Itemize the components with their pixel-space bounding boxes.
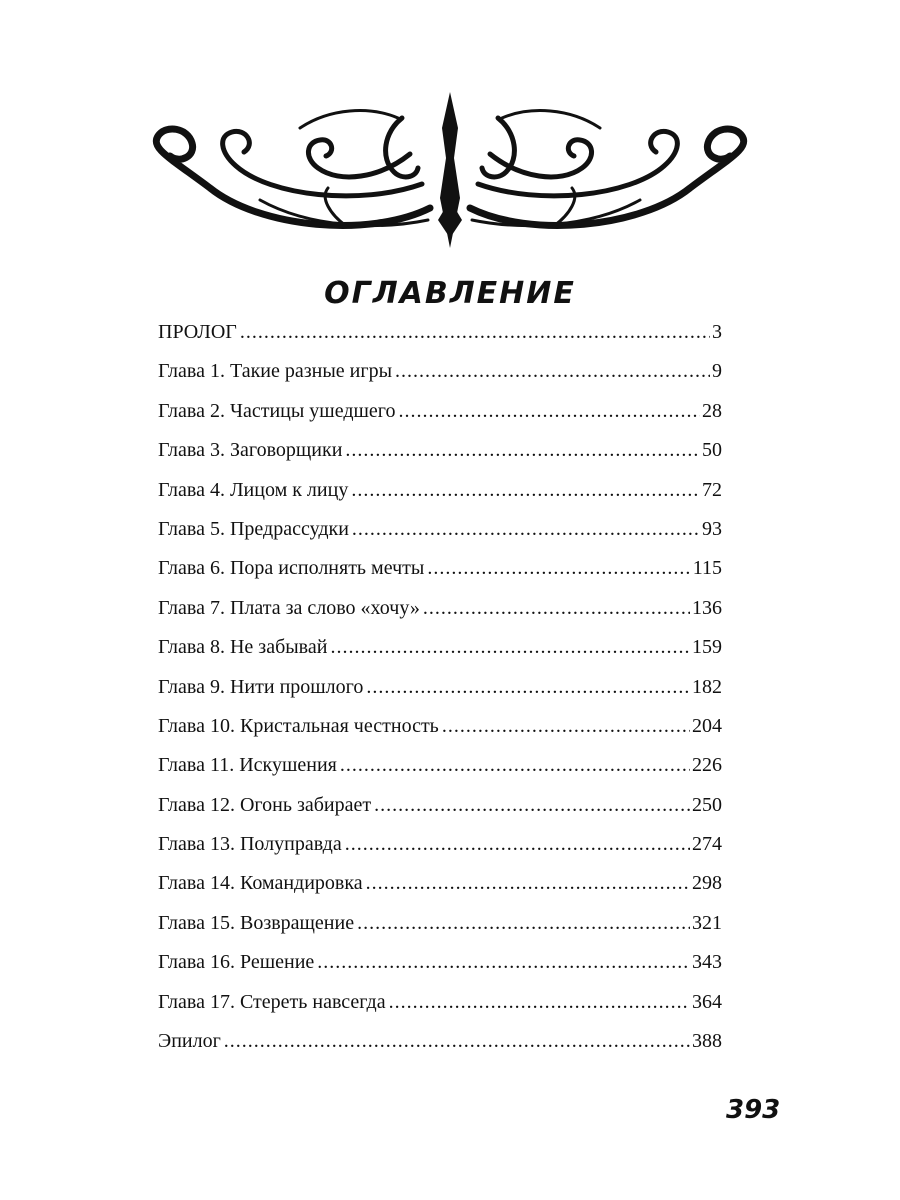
toc-entry-leader: [345, 431, 700, 470]
toc-entry: [158, 864, 722, 903]
toc-entry-page: 72: [702, 478, 722, 501]
toc-entry-page: 343: [692, 951, 722, 974]
toc-entry-label: Глава 5. Предрассудки: [158, 517, 349, 540]
toc-entry-label: Глава 16. Решение: [158, 951, 315, 974]
toc-entry: [158, 471, 722, 510]
toc-entry-leader: [340, 746, 690, 785]
toc-entry-page: 226: [692, 754, 722, 777]
toc-entry-label: Эпилог: [158, 1030, 221, 1053]
toc-entry: [158, 825, 722, 864]
flourish-ornament-icon: [140, 88, 760, 253]
toc-entry-leader: [224, 1022, 690, 1061]
toc-entry-page: 204: [692, 714, 722, 737]
toc-entry-leader: [345, 825, 690, 864]
toc-entry-leader: [240, 313, 710, 352]
toc-entry-label: Глава 14. Командировка: [158, 872, 363, 895]
toc-entry-page: 321: [692, 911, 722, 934]
toc-entry: [158, 392, 722, 431]
toc-entry: [158, 1022, 722, 1061]
toc-entry: [158, 589, 722, 628]
toc-entry: [158, 549, 722, 588]
toc-entry-label: Глава 2. Частицы ушедшего: [158, 399, 396, 422]
toc-entry-page: 136: [692, 596, 722, 619]
toc-entry: [158, 431, 722, 470]
toc-entry-leader: [366, 668, 690, 707]
toc-entry-label: Глава 10. Кристальная честность: [158, 714, 439, 737]
toc-entry-page: 274: [692, 833, 722, 856]
toc-entry-label: ПРОЛОГ: [158, 321, 237, 343]
toc-entry-leader: [427, 549, 690, 588]
toc-entry-leader: [442, 707, 690, 746]
page-number: 393: [726, 1095, 781, 1125]
toc-entry-page: 250: [692, 793, 722, 816]
toc-entry-page: 159: [692, 636, 722, 659]
toc-entry: [158, 786, 722, 825]
toc-entry-page: 115: [692, 557, 722, 580]
toc-entry-leader: [366, 864, 690, 903]
toc-entry-label: Глава 7. Плата за слово «хочу»: [158, 596, 420, 619]
toc-entry-page: 364: [692, 990, 722, 1013]
toc-entry: [158, 352, 722, 391]
toc-entry-label: Глава 6. Пора исполнять мечты: [158, 557, 425, 580]
toc-entry-leader: [330, 628, 690, 667]
toc-entry: [158, 628, 722, 667]
toc-entry-leader: [317, 943, 690, 982]
toc-entry-label: Глава 9. Нити прошлого: [158, 675, 364, 698]
toc-entry: [158, 707, 722, 746]
toc-entry-page: 388: [692, 1030, 722, 1053]
toc-entry: [158, 943, 722, 982]
toc-entry-label: Глава 3. Заговорщики: [158, 439, 343, 462]
toc-entry-page: 9: [712, 360, 722, 383]
toc-entry-leader: [351, 471, 700, 510]
toc-entry-leader: [423, 589, 690, 628]
toc-entry-page: 28: [702, 399, 722, 422]
toc-entry-leader: [374, 786, 690, 825]
toc-entry-label: Глава 1. Такие разные игры: [158, 360, 393, 383]
toc-title: ОГЛАВЛЕНИЕ: [324, 276, 576, 311]
toc-entry-label: Глава 11. Искушения: [158, 754, 337, 777]
toc-entry-leader: [398, 392, 700, 431]
toc-entry-leader: [357, 904, 690, 943]
toc-entry-label: Глава 8. Не забывай: [158, 636, 328, 659]
toc-entry-leader: [389, 983, 690, 1022]
toc-entry: [158, 668, 722, 707]
toc-entry: [158, 510, 722, 549]
toc-entry-label: Глава 17. Стереть навсегда: [158, 990, 386, 1013]
toc-entry-page: 50: [702, 439, 722, 462]
toc-entry: [158, 313, 722, 352]
toc-entry-label: Глава 15. Возвращение: [158, 911, 355, 934]
toc-entry-leader: [395, 352, 710, 391]
toc-entry-page: 298: [692, 872, 722, 895]
toc-list: [158, 313, 722, 1061]
toc-entry: [158, 746, 722, 785]
toc-entry-page: 93: [702, 517, 722, 540]
toc-entry-label: Глава 12. Огонь забирает: [158, 793, 372, 816]
toc-entry-page: 182: [692, 675, 722, 698]
toc-entry-leader: [352, 510, 700, 549]
toc-entry: [158, 904, 722, 943]
toc-entry-label: Глава 4. Лицом к лицу: [158, 478, 349, 501]
toc-entry-label: Глава 13. Полуправда: [158, 833, 342, 856]
toc-entry-page: 3: [712, 321, 722, 343]
toc-entry: [158, 983, 722, 1022]
